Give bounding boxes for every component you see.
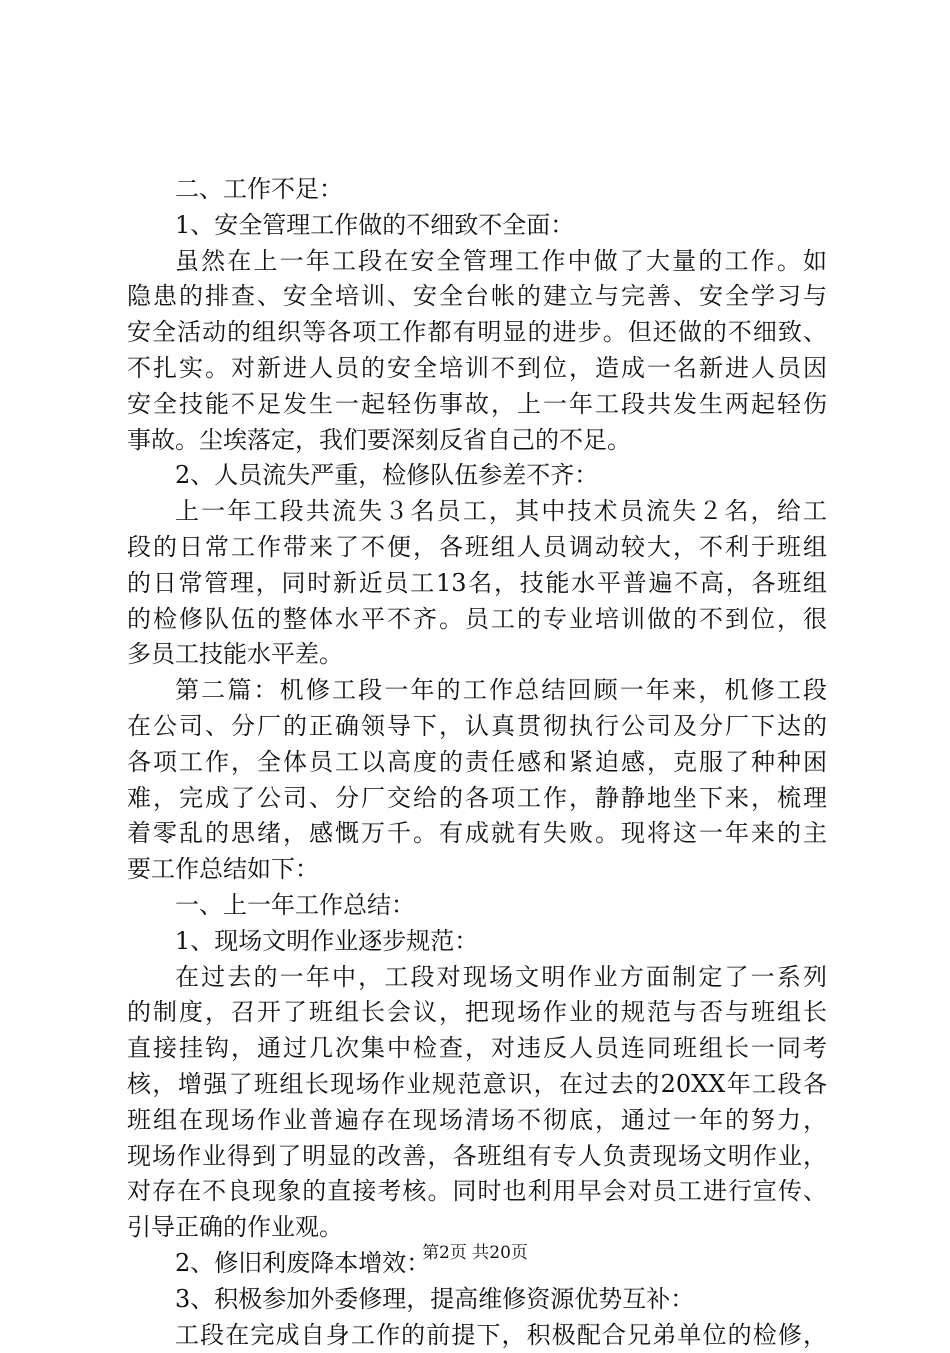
paragraph-line: 隐患的排查、安全培训、安全台帐的建立与完善、安全学习与 — [127, 279, 827, 315]
section-heading: 二、工作不足： — [127, 172, 827, 208]
subsection-heading: 1、安全管理工作做的不细致不全面： — [127, 208, 827, 244]
paragraph-line: 不扎实。对新进人员的安全培训不到位，造成一名新进人员因 — [127, 351, 827, 387]
paragraph-line: 要工作总结如下： — [127, 852, 827, 888]
paragraph-line: 在过去的一年中，工段对现场文明作业方面制定了一系列 — [127, 960, 827, 996]
paragraph-line: 安全活动的组织等各项工作都有明显的进步。但还做的不细致、 — [127, 315, 827, 351]
body-text — [127, 172, 827, 1353]
paragraph-line: 各项工作，全体员工以高度的责任感和紧迫感，克服了种种困 — [127, 745, 827, 781]
paragraph-line: 的日常管理，同时新近员工13名，技能水平普遍不高，各班组 — [127, 566, 827, 602]
paragraph-line: 事故。尘埃落定，我们要深刻反省自己的不足。 — [127, 423, 827, 459]
paragraph-line: 段的日常工作带来了不便，各班组人员调动较大，不利于班组 — [127, 530, 827, 566]
paragraph-line: 着零乱的思绪，感慨万千。有成就有失败。现将这一年来的主 — [127, 816, 827, 852]
paragraph-line: 第二篇：机修工段一年的工作总结回顾一年来，机修工段 — [127, 673, 827, 709]
subsection-heading: 3、积极参加外委修理，提高维修资源优势互补： — [127, 1282, 827, 1318]
paragraph-line: 难，完成了公司、分厂交给的各项工作，静静地坐下来，梳理 — [127, 781, 827, 817]
paragraph-line: 对存在不良现象的直接考核。同时也利用早会对员工进行宣传、 — [127, 1174, 827, 1210]
subsection-heading: 2、修旧利废降本增效： — [127, 1246, 827, 1282]
paragraph-line: 核，增强了班组长现场作业规范意识，在过去的20XX年工段各 — [127, 1067, 827, 1103]
paragraph-line: 现场作业得到了明显的改善，各班组有专人负责现场文明作业， — [127, 1139, 827, 1175]
subsection-heading: 2、人员流失严重，检修队伍参差不齐： — [127, 458, 827, 494]
section-heading: 一、上一年工作总结： — [127, 888, 827, 924]
paragraph-line: 工段在完成自身工作的前提下，积极配合兄弟单位的检修， — [127, 1318, 827, 1353]
page-number-footer: 第2页 共20页 — [0, 1242, 950, 1264]
paragraph-line: 的制度，召开了班组长会议，把现场作业的规范与否与班组长 — [127, 995, 827, 1031]
paragraph-line: 班组在现场作业普遍存在现场清场不彻底，通过一年的努力， — [127, 1103, 827, 1139]
paragraph-line: 虽然在上一年工段在安全管理工作中做了大量的工作。如 — [127, 244, 827, 280]
paragraph-line: 的检修队伍的整体水平不齐。员工的专业培训做的不到位，很 — [127, 602, 827, 638]
paragraph-line: 安全技能不足发生一起轻伤事故，上一年工段共发生两起轻伤 — [127, 387, 827, 423]
paragraph-line: 上一年工段共流失３名员工，其中技术员流失２名，给工 — [127, 494, 827, 530]
subsection-heading: 1、现场文明作业逐步规范： — [127, 924, 827, 960]
paragraph-line: 引导正确的作业观。 — [127, 1210, 827, 1246]
paragraph-line: 直接挂钩，通过几次集中检查，对违反人员连同班组长一同考 — [127, 1031, 827, 1067]
paragraph-line: 在公司、分厂的正确领导下，认真贯彻执行公司及分厂下达的 — [127, 709, 827, 745]
paragraph-line: 多员工技能水平差。 — [127, 637, 827, 673]
